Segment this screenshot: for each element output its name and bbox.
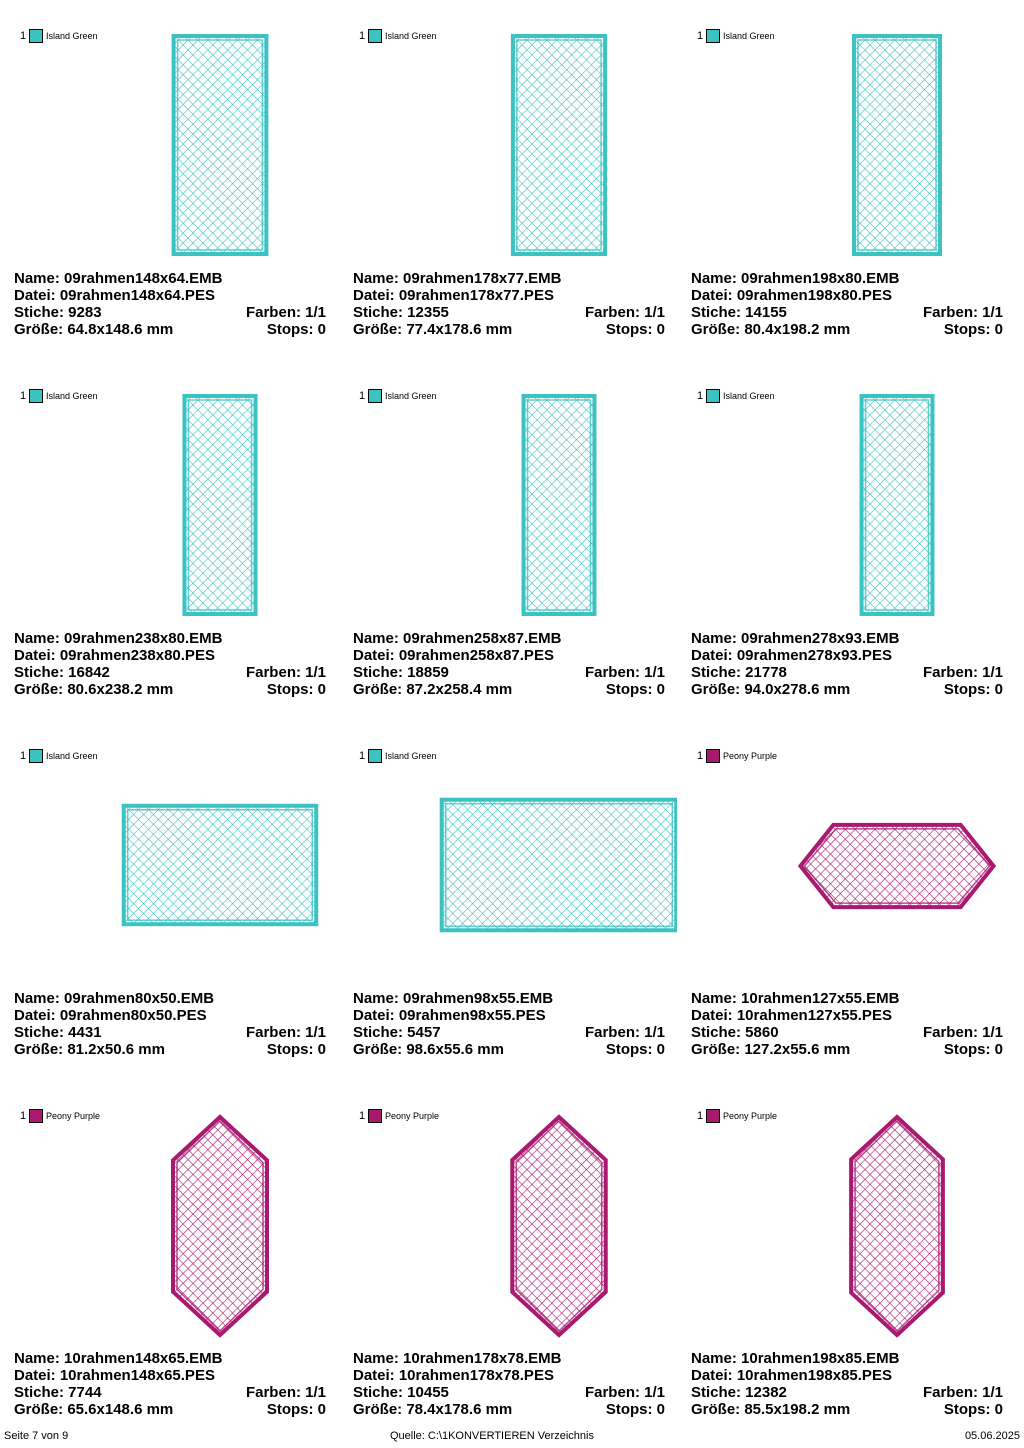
design-card bbox=[0, 360, 338, 720]
stop-count: Stops: 0 bbox=[266, 681, 326, 698]
design-info bbox=[691, 1350, 1003, 1418]
color-name: Island Green bbox=[385, 751, 437, 761]
stitch-count: Stiche: 21778 bbox=[691, 664, 787, 681]
page-footer bbox=[0, 1428, 1024, 1446]
fill-area bbox=[185, 397, 254, 613]
color-count: Farben: 1/1 bbox=[245, 664, 326, 681]
embroidery-preview bbox=[0, 1080, 338, 1340]
design-card bbox=[339, 0, 677, 360]
color-name: Peony Purple bbox=[723, 751, 778, 761]
color-count: Farben: 1/1 bbox=[245, 304, 326, 321]
design-name: Name: 10rahmen198x85.EMB bbox=[691, 1350, 900, 1367]
fill-area bbox=[801, 826, 992, 906]
design-info bbox=[353, 990, 665, 1058]
stitch-count: Stiche: 16842 bbox=[14, 664, 110, 681]
stop-count: Stops: 0 bbox=[266, 1401, 326, 1418]
design-name: Name: 10rahmen178x78.EMB bbox=[353, 1350, 562, 1367]
color-name: Peony Purple bbox=[46, 1111, 101, 1121]
design-info bbox=[353, 270, 665, 338]
stitch-count: Stiche: 9283 bbox=[14, 304, 102, 321]
color-count: Farben: 1/1 bbox=[245, 1384, 326, 1401]
design-size: Größe: 64.8x148.6 mm bbox=[14, 321, 174, 338]
stop-count: Stops: 0 bbox=[605, 1041, 665, 1058]
color-count: Farben: 1/1 bbox=[245, 1024, 326, 1041]
color-index: 1 bbox=[697, 750, 704, 762]
color-index: 1 bbox=[697, 1110, 704, 1122]
color-name: Island Green bbox=[385, 391, 437, 401]
stitch-count: Stiche: 4431 bbox=[14, 1024, 102, 1041]
design-size: Größe: 77.4x178.6 mm bbox=[353, 321, 513, 338]
file-name: Datei: 09rahmen238x80.PES bbox=[14, 647, 215, 664]
fill-area bbox=[855, 37, 939, 253]
color-count: Farben: 1/1 bbox=[584, 1024, 665, 1041]
color-index: 1 bbox=[20, 750, 27, 762]
stop-count: Stops: 0 bbox=[266, 321, 326, 338]
color-name: Island Green bbox=[46, 31, 98, 41]
stitch-count: Stiche: 5457 bbox=[353, 1024, 441, 1041]
design-name: Name: 09rahmen80x50.EMB bbox=[14, 990, 215, 1007]
file-name: Datei: 09rahmen148x64.PES bbox=[14, 287, 215, 304]
stitch-count: Stiche: 12382 bbox=[691, 1384, 787, 1401]
print-date: 05.06.2025 bbox=[964, 1430, 1020, 1442]
stitch-count: Stiche: 18859 bbox=[353, 664, 449, 681]
stitch-count: Stiche: 10455 bbox=[353, 1384, 449, 1401]
stop-count: Stops: 0 bbox=[605, 681, 665, 698]
file-name: Datei: 09rahmen98x55.PES bbox=[353, 1007, 546, 1024]
stitch-count: Stiche: 12355 bbox=[353, 304, 449, 321]
color-count: Farben: 1/1 bbox=[584, 664, 665, 681]
color-index: 1 bbox=[359, 750, 366, 762]
color-count: Farben: 1/1 bbox=[922, 1384, 1003, 1401]
color-name: Peony Purple bbox=[723, 1111, 778, 1121]
design-card bbox=[339, 360, 677, 720]
embroidery-preview bbox=[339, 360, 677, 620]
design-info bbox=[691, 630, 1003, 698]
design-size: Größe: 87.2x258.4 mm bbox=[353, 681, 513, 698]
embroidery-preview bbox=[677, 1080, 1015, 1340]
design-card bbox=[0, 0, 338, 360]
design-name: Name: 09rahmen148x64.EMB bbox=[14, 270, 223, 287]
design-card bbox=[677, 1080, 1015, 1440]
page-number: Seite 7 von 9 bbox=[4, 1430, 69, 1442]
stop-count: Stops: 0 bbox=[943, 321, 1003, 338]
design-size: Größe: 85.5x198.2 mm bbox=[691, 1401, 851, 1418]
design-size: Größe: 94.0x278.6 mm bbox=[691, 681, 851, 698]
file-name: Datei: 09rahmen198x80.PES bbox=[691, 287, 892, 304]
color-name: Island Green bbox=[385, 31, 437, 41]
color-count: Farben: 1/1 bbox=[922, 664, 1003, 681]
file-name: Datei: 10rahmen148x65.PES bbox=[14, 1367, 215, 1384]
fill-area bbox=[125, 807, 316, 923]
design-info bbox=[14, 270, 326, 338]
design-name: Name: 09rahmen98x55.EMB bbox=[353, 990, 554, 1007]
embroidery-preview bbox=[677, 0, 1015, 260]
design-name: Name: 09rahmen258x87.EMB bbox=[353, 630, 562, 647]
color-name: Island Green bbox=[723, 391, 775, 401]
stitch-count: Stiche: 7744 bbox=[14, 1384, 102, 1401]
color-count: Farben: 1/1 bbox=[922, 1024, 1003, 1041]
design-name: Name: 09rahmen178x77.EMB bbox=[353, 270, 562, 287]
file-name: Datei: 10rahmen178x78.PES bbox=[353, 1367, 554, 1384]
design-card bbox=[0, 1080, 338, 1440]
design-name: Name: 09rahmen278x93.EMB bbox=[691, 630, 900, 647]
file-name: Datei: 09rahmen178x77.PES bbox=[353, 287, 554, 304]
embroidery-preview bbox=[0, 720, 338, 980]
design-info bbox=[691, 990, 1003, 1058]
color-index: 1 bbox=[697, 390, 704, 402]
color-name: Peony Purple bbox=[385, 1111, 440, 1121]
design-size: Größe: 80.6x238.2 mm bbox=[14, 681, 174, 698]
design-name: Name: 10rahmen148x65.EMB bbox=[14, 1350, 223, 1367]
fill-area bbox=[525, 397, 594, 613]
stop-count: Stops: 0 bbox=[943, 1401, 1003, 1418]
design-card bbox=[0, 720, 338, 1080]
stitch-count: Stiche: 14155 bbox=[691, 304, 787, 321]
design-card bbox=[677, 360, 1015, 720]
stop-count: Stops: 0 bbox=[605, 1401, 665, 1418]
color-index: 1 bbox=[697, 30, 704, 42]
color-index: 1 bbox=[359, 390, 366, 402]
fill-area bbox=[443, 801, 676, 930]
stop-count: Stops: 0 bbox=[605, 321, 665, 338]
source-path: Quelle: C:\1KONVERTIEREN Verzeichnis bbox=[390, 1430, 594, 1442]
embroidery-preview bbox=[677, 720, 1015, 980]
design-info bbox=[353, 1350, 665, 1418]
design-size: Größe: 98.6x55.6 mm bbox=[353, 1041, 504, 1058]
color-count: Farben: 1/1 bbox=[922, 304, 1003, 321]
design-card bbox=[677, 720, 1015, 1080]
file-name: Datei: 10rahmen198x85.PES bbox=[691, 1367, 892, 1384]
color-name: Island Green bbox=[46, 751, 98, 761]
design-name: Name: 09rahmen238x80.EMB bbox=[14, 630, 223, 647]
fill-area bbox=[175, 37, 266, 253]
color-count: Farben: 1/1 bbox=[584, 1384, 665, 1401]
design-info bbox=[14, 630, 326, 698]
stop-count: Stops: 0 bbox=[943, 1041, 1003, 1058]
embroidery-preview bbox=[339, 720, 677, 980]
file-name: Datei: 09rahmen80x50.PES bbox=[14, 1007, 207, 1024]
design-info bbox=[691, 270, 1003, 338]
embroidery-preview bbox=[339, 1080, 677, 1340]
fill-area bbox=[514, 37, 604, 253]
design-size: Größe: 65.6x148.6 mm bbox=[14, 1401, 174, 1418]
file-name: Datei: 09rahmen278x93.PES bbox=[691, 647, 892, 664]
fill-area bbox=[863, 397, 932, 613]
color-index: 1 bbox=[359, 1110, 366, 1122]
file-name: Datei: 09rahmen258x87.PES bbox=[353, 647, 554, 664]
design-size: Größe: 80.4x198.2 mm bbox=[691, 321, 851, 338]
color-index: 1 bbox=[20, 30, 27, 42]
design-card bbox=[677, 0, 1015, 360]
embroidery-preview bbox=[0, 360, 338, 620]
design-name: Name: 09rahmen198x80.EMB bbox=[691, 270, 900, 287]
design-info bbox=[14, 1350, 326, 1418]
design-card bbox=[339, 1080, 677, 1440]
fill-area bbox=[513, 1118, 604, 1334]
embroidery-preview bbox=[0, 0, 338, 260]
stop-count: Stops: 0 bbox=[943, 681, 1003, 698]
design-size: Größe: 78.4x178.6 mm bbox=[353, 1401, 513, 1418]
embroidery-preview bbox=[339, 0, 677, 260]
fill-area bbox=[852, 1118, 942, 1334]
color-count: Farben: 1/1 bbox=[584, 304, 665, 321]
fill-area bbox=[174, 1118, 266, 1334]
stop-count: Stops: 0 bbox=[266, 1041, 326, 1058]
design-info bbox=[14, 990, 326, 1058]
color-index: 1 bbox=[20, 1110, 27, 1122]
color-name: Island Green bbox=[723, 31, 775, 41]
color-name: Island Green bbox=[46, 391, 98, 401]
color-index: 1 bbox=[20, 390, 27, 402]
embroidery-preview bbox=[677, 360, 1015, 620]
design-card bbox=[339, 720, 677, 1080]
design-name: Name: 10rahmen127x55.EMB bbox=[691, 990, 900, 1007]
color-index: 1 bbox=[359, 30, 366, 42]
stitch-count: Stiche: 5860 bbox=[691, 1024, 779, 1041]
file-name: Datei: 10rahmen127x55.PES bbox=[691, 1007, 892, 1024]
design-info bbox=[353, 630, 665, 698]
design-size: Größe: 81.2x50.6 mm bbox=[14, 1041, 165, 1058]
design-size: Größe: 127.2x55.6 mm bbox=[691, 1041, 851, 1058]
